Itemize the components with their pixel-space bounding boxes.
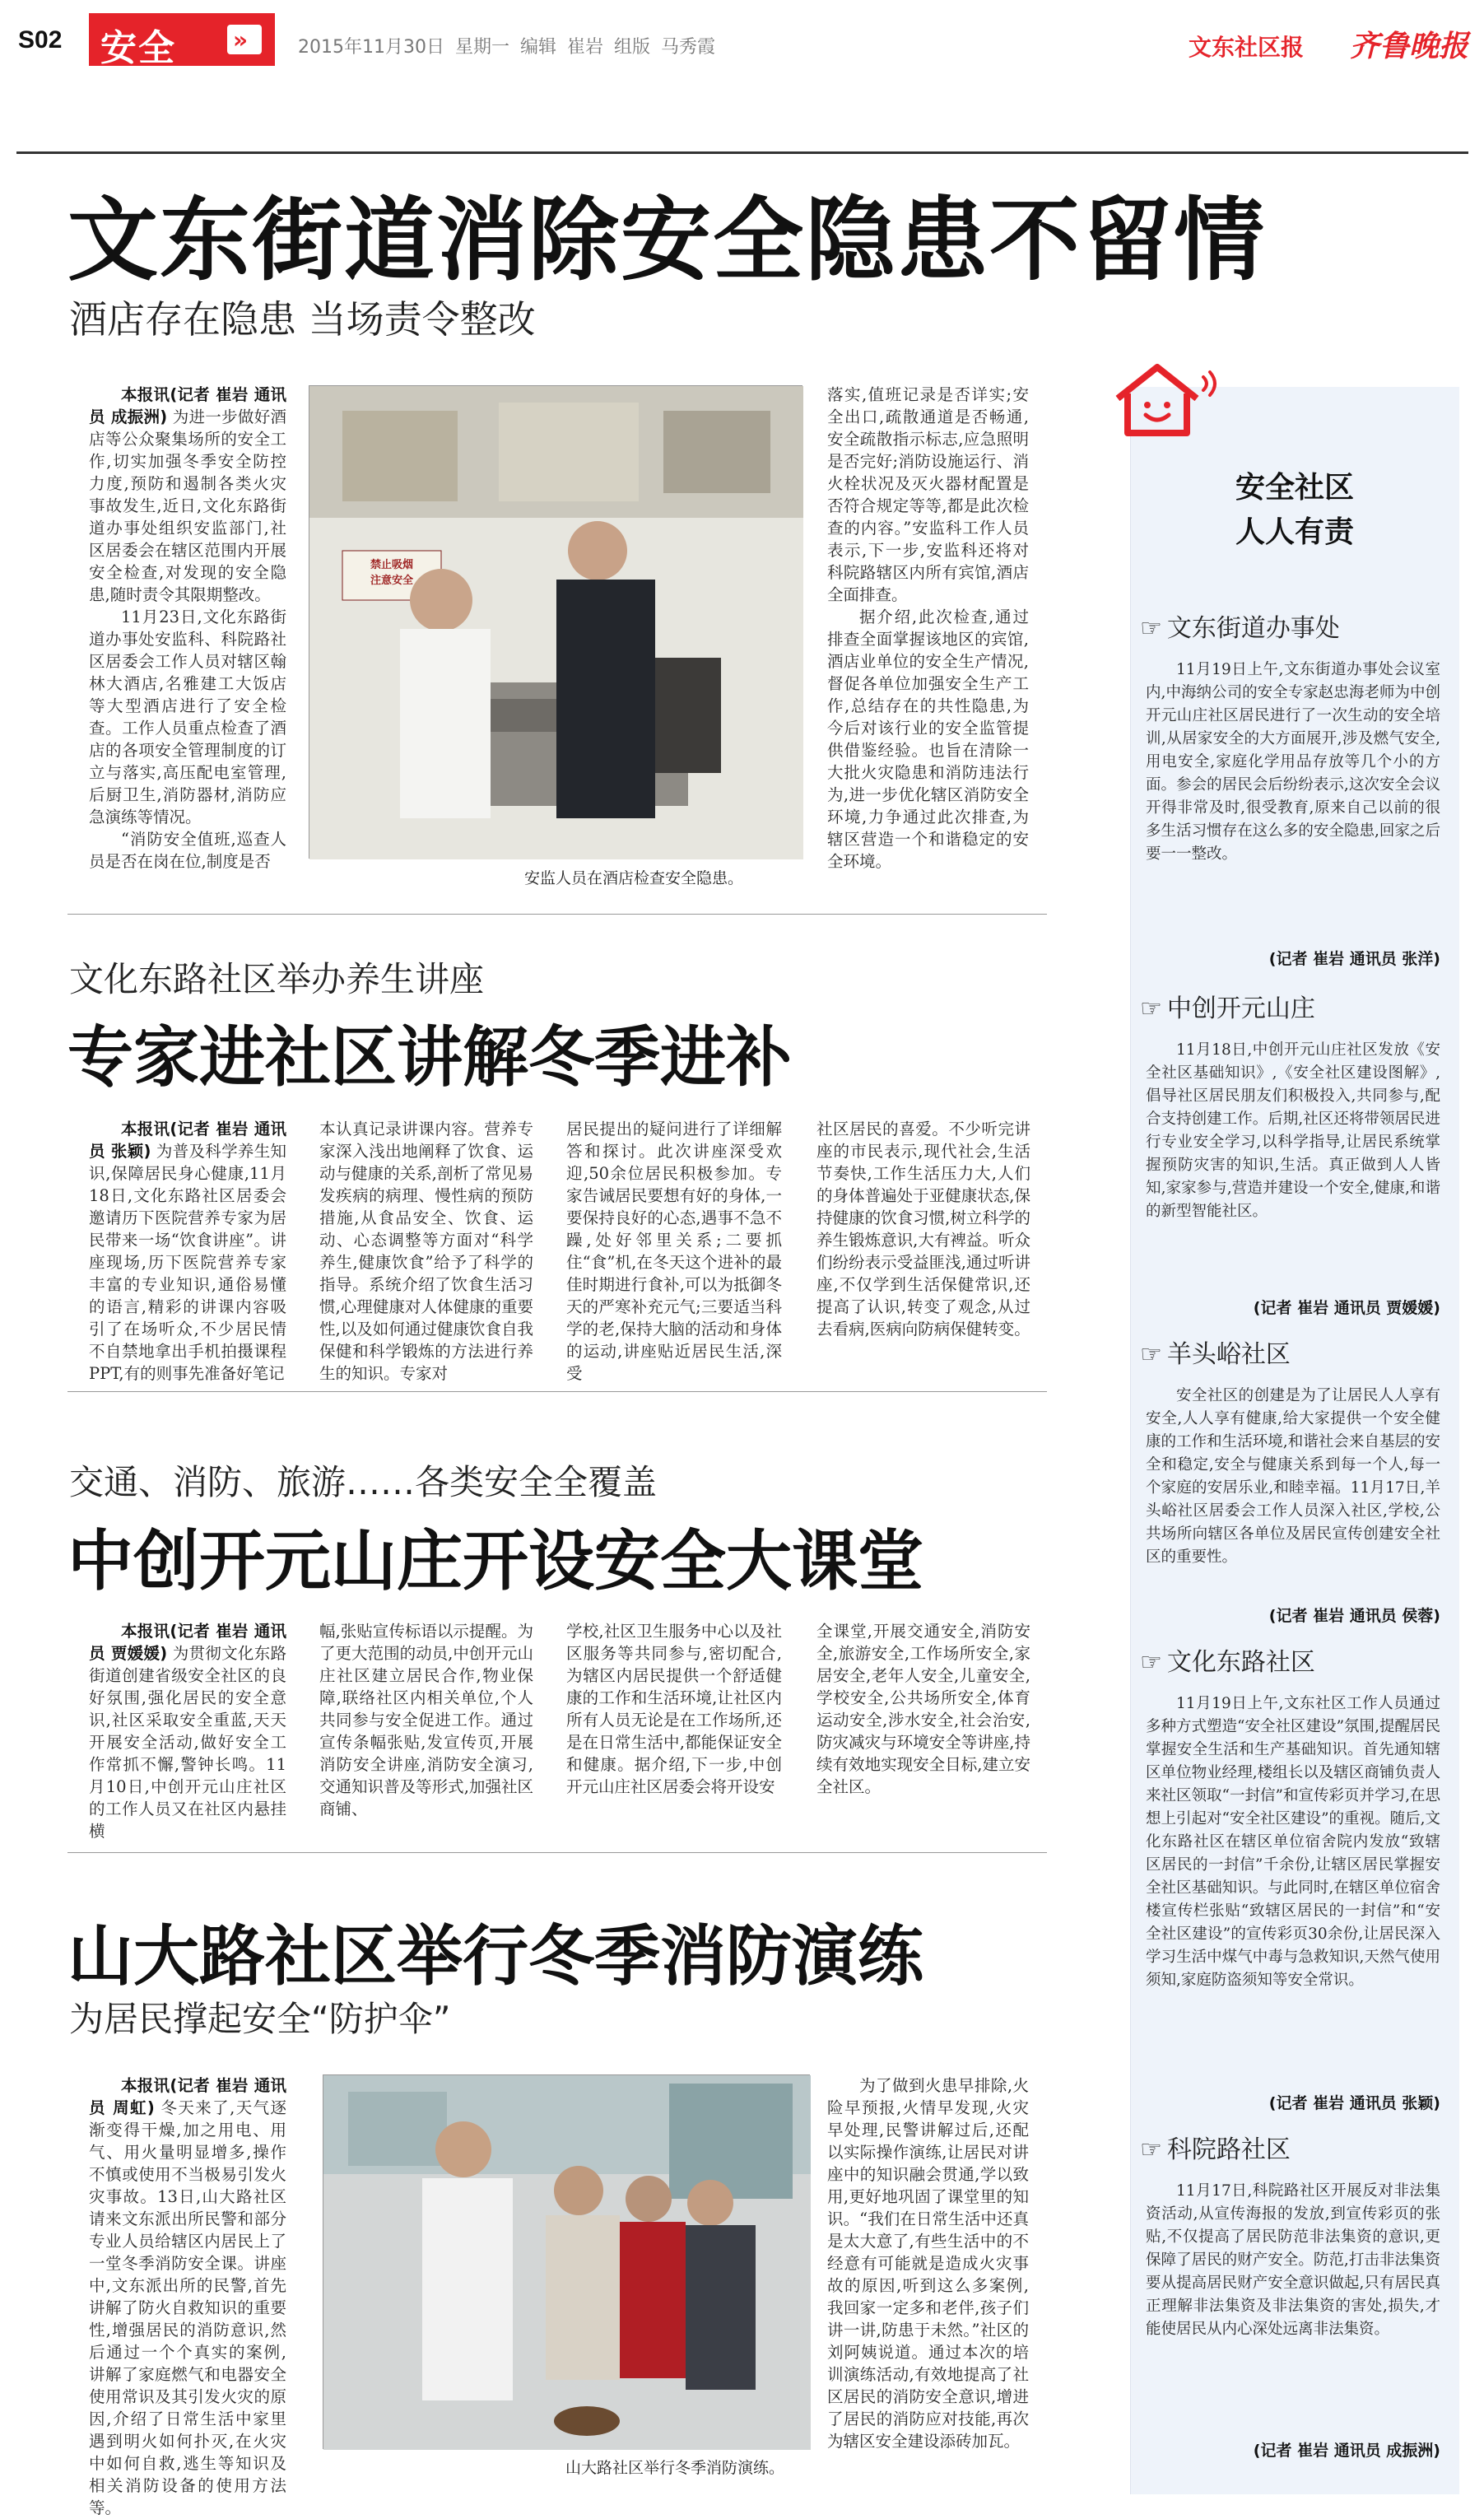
brand-name: 文东社区报 <box>1188 34 1304 61</box>
sidebar-item-credit: (记者 崔岩 通讯员 成振洲) <box>1253 2442 1440 2460</box>
article1-headline: 文东街道消除安全隐患不留情 <box>67 188 1266 293</box>
brand-logo: 齐鲁晚报 <box>1349 29 1468 63</box>
article3-col1: 本报讯(记者 崔岩 通讯员 贾媛媛) 为贯彻文化东路街道创建省级安全社区的良好氛围,强化居民的安全意识,社区采取安全重蓝,天天开展安全活动,做好安全工作常抓不懈,警钟长鸣。11月10日,中创开元山庄社区的工作人员又在社区内悬挂横 <box>89 1622 286 1841</box>
sidebar-item-heading: ☞ 文东街道办事处 <box>1140 614 1340 643</box>
pointing-hand-icon: ☞ <box>1140 1340 1162 1369</box>
article2-byline: 本报讯(记者 崔岩 通讯员 张颖) <box>89 1120 286 1161</box>
inspection-photo-illustration <box>309 386 803 859</box>
article1-photo <box>309 385 802 859</box>
pointing-hand-icon: ☞ <box>1140 1648 1162 1677</box>
top-divider <box>16 151 1468 154</box>
pointing-hand-icon: ☞ <box>1140 994 1162 1023</box>
sidebar-item-heading: ☞ 文化东路社区 <box>1140 1648 1315 1677</box>
masthead <box>18 12 1468 69</box>
article4-headline: 山大路社区举行冬季消防演练 <box>67 1918 923 1995</box>
fire-drill-photo-illustration <box>323 2075 811 2450</box>
chevron-right-icon: » <box>227 25 262 54</box>
pointing-hand-icon: ☞ <box>1140 2135 1162 2164</box>
article2-col4: 社区居民的喜爱。不少听完讲座的市民表示,现代社会,生活节奏快,工作生活压力大,人们的身体普遍处于亚健康状态,保持健康的饮食习惯,树立科学的养生锻炼意识,大有裨益。听众们纷纷表示受益匪浅,通过听讲座,不仅学到生活保健常识,还提高了认识,转变了观念,从过去看病,医病向防病保健转变。 <box>816 1120 1030 1339</box>
article4-photo-caption: 山大路社区举行冬季消防演练。 <box>565 2459 784 2477</box>
article3-col3: 学校,社区卫生服务中心以及社区服务等共同参与,密切配合,为辖区内居民提供一个舒适健康的工作和生活环境,让社区内所有人员无论是在工作场所,还是在日常生活中,都能保证安全和健康。据介绍,下一步,中创开元山庄社区居委会将开设安 <box>566 1622 782 1796</box>
sidebar-item-heading: ☞ 科院路社区 <box>1140 2135 1291 2164</box>
sidebar-item-body: 11月19日上午,文东社区工作人员通过多种方式塑造“安全社区建设”氛围,提醒居民掌握安全生活和生产基础知识。首先通知辖区单位物业经理,楼组长以及辖区商铺负责人来社区领取“一封信”和宣传彩页并学习,在思想上引起对“安全社区建设”的重视。随后,文化东路社区在辖区单位宿舍院内发放“致辖区居民的一封信”千余份,让辖区居民掌握安全社区基础知识。与此同时,在辖区单位宿舍楼宣传栏张贴“致辖区居民的一封信”和“安全社区建设”的宣传彩页30余份,让居民深入学习生活中煤气中毒与急救知识,天然气使用须知,家庭防盗须知等安全常识。 <box>1146 1695 1440 1989</box>
page-number: S02 <box>18 26 63 54</box>
article2-headline: 专家进社区讲解冬季进补 <box>67 1019 792 1096</box>
article4-col1: 本报讯(记者 崔岩 通讯员 周虹) 冬天来了,天气逐渐变得干燥,加之用电、用气、用火量明显增多,操作不慎或使用不当极易引发火灾事故。13日,山大路社区请来文东派出所民警和部分专业人员给辖区内居民上了一堂冬季消防安全课。讲座中,文东派出所的民警,首先讲解了防火自救知识的重要性,增强居民的消防意识,然后通过一个个真实的案例,讲解了家庭燃气和电器安全使用常识及其引发火灾的原因,介绍了日常生活中家里遇到明火如何扑灭,在火灾中如何自救,逃生等知识及相关消防设备的使用方法等。 <box>89 2076 287 2517</box>
article1-col1: 本报讯(记者 崔岩 通讯员 成振洲) 为进一步做好酒店等公众聚集场所的安全工作,切实加强冬季安全防控力度,预防和遏制各类火灾事故发生,近日,文化东路街道办事处组织安监部门,社区居委会在辖区范围内开展安全检查,对发现的安全隐患,随时责令其限期整改。 11月23日,文化东路街道办事处安监科、科院路社区居委会工作人员对辖区翰林大酒店,名雅建工大饭店等大型酒店进行了安全检查。工作人员重点检查了酒店的各项安全管理制度的订立与落实,高压配电室管理,后厨卫生,消防器材,消防应急演练等情况。 “消防安全值班,巡查人员是否在岗在位,制度是否 <box>89 385 286 871</box>
article1-photo-caption: 安监人员在酒店检查安全隐患。 <box>523 869 743 887</box>
article3-col4: 全课堂,开展交通安全,消防安全,旅游安全,工作场所安全,家居安全,老年人安全,儿童安全,学校安全,公共场所安全,体育运动安全,涉水安全,社会治安,防灾减灾与环境安全等讲座,持续有效地实现安全目标,建立安全社区。 <box>816 1622 1030 1796</box>
section-divider <box>67 1391 1047 1392</box>
sidebar-item-credit: (记者 崔岩 通讯员 张洋) <box>1268 950 1440 968</box>
article4-subhead: 为居民撑起安全“防护伞” <box>69 1999 451 2039</box>
sidebar-item-credit: (记者 崔岩 通讯员 侯蓉) <box>1268 1607 1440 1625</box>
pointing-hand-icon: ☞ <box>1140 614 1162 643</box>
article3-col2: 幅,张贴宣传标语以示提醒。为了更大范围的动员,中创开元山庄社区建立居民合作,物业保障,联络社区内相关单位,个人共同参与安全促进工作。通过宣传条幅张贴,发宣传页,开展消防安全讲座,消防安全演习,交通知识普及等形式,加强社区商铺、 <box>319 1622 533 1818</box>
sidebar-item-body: 11月17日,科院路社区开展反对非法集资活动,从宣传海报的发放,到宣传彩页的张贴,不仅提高了居民防范非法集资的意识,更保障了居民的财产安全。防范,打击非法集资要从提高居民财产安全意识做起,只有居民真正理解非法集资及非法集资的害处,损失,才能使居民从内心深处远离非法集资。 <box>1146 2182 1440 2338</box>
section-divider <box>67 1852 1047 1853</box>
sidebar-title: 安全社区 人人有责 <box>1235 471 1354 549</box>
article2-col2: 本认真记录讲课内容。营养专家深入浅出地阐释了饮食、运动与健康的关系,剖析了常见易发疾病的病理、慢性病的预防措施,从食品安全、饮食、运动、心态调整等方面对“科学养生,健康饮食”给予了科学的指导。系统介绍了饮食生活习惯,心理健康对人体健康的重要性,以及如何通过健康饮食自我保健和科学锻炼的方法进行养生的知识。专家对 <box>319 1120 533 1383</box>
article4-photo <box>323 2074 810 2449</box>
sidebar-item-heading: ☞ 羊头峪社区 <box>1140 1340 1291 1369</box>
section-banner <box>89 13 275 69</box>
article2-col1: 本报讯(记者 崔岩 通讯员 张颖) 为普及科学养生知识,保障居民身心健康,11月18日,文化东路社区居委会邀请历下医院营养专家为居民带来一场“饮食讲座”。讲座现场,历下医院营养专家丰富的专业知识,通俗易懂的语言,精彩的讲课内容吸引了在场听众,不少居民情不自禁地拿出手机拍摄课程PPT,有的则事先准备好笔记 <box>89 1120 286 1383</box>
issue-meta: 2015年11月30日 星期一 编辑 崔岩 组版 马秀霞 <box>298 37 715 58</box>
article2-kicker: 文化东路社区举办养生讲座 <box>69 959 485 999</box>
section-name: 安全 <box>100 27 176 69</box>
article3-byline: 本报讯(记者 崔岩 通讯员 贾媛媛) <box>89 1622 286 1663</box>
sidebar-item-credit: (记者 崔岩 通讯员 贾媛媛) <box>1253 1299 1440 1317</box>
sidebar-item-body: 11月19日上午,文东街道办事处会议室内,中海纳公司的安全专家赵忠海老师为中创开元山庄社区居民进行了一次生动的安全培训,从居家安全的大方面展开,涉及燃气安全,用电安全,家庭化学用品存放等几个小的方面。参会的居民会后纷纷表示,这次安全会议开得非常及时,很受教育,原来自己以前的很多生活习惯存在这么多的安全隐患,回家之后要一一整改。 <box>1146 661 1440 863</box>
article1-byline: 本报讯(记者 崔岩 通讯员 成振洲) <box>89 385 286 426</box>
article3-headline: 中创开元山庄开设安全大课堂 <box>67 1523 923 1599</box>
sidebar-item-heading: ☞ 中创开元山庄 <box>1140 994 1315 1023</box>
house-smile-icon <box>1108 359 1231 445</box>
sidebar-item-credit: (记者 崔岩 通讯员 张颖) <box>1268 2094 1440 2112</box>
article4-col2: 为了做到火患早排除,火险早预报,火情早发现,火灾早处理,民警讲解过后,还配以实际操作演练,让居民对讲座中的知识融会贯通,学以致用,更好地巩固了课堂里的知识。“我们在日常生活中还真是太大意了,有些生活中的不经意有可能就是造成火灾事故的原因,听到这么多案例,我回家一定多和老伴,孩子们讲一讲,防患于未然。”社区的刘阿姨说道。通过本次的培训演练活动,有效地提高了社区居民的消防安全意识,增进了居民的消防应对技能,再次为辖区安全建设添砖加瓦。 <box>827 2076 1029 2451</box>
sidebar-item-body: 11月18日,中创开元山庄社区发放《安全社区基础知识》,《安全社区建设图解》,倡导社区居民朋友们积极投入,共同参与,配合支持创建工作。后期,社区还将带领居民进行专业安全学习,以科学指导,让居民系统掌握预防灾害的知识,生活。真正做到人人皆知,家家参与,营造并建设一个安全,健康,和谐的新型智能社区。 <box>1146 1041 1440 1220</box>
sidebar-item-body: 安全社区的创建是为了让居民人人享有安全,人人享有健康,给大家提供一个安全健康的工作和生活环境,和谐社会来自基层的安全和稳定,安全与健康关系到每一个人,每一个家庭的安居乐业,和睦幸福。11月17日,羊头峪社区居委会工作人员深入社区,学校,公共场所向辖区各单位及居民宣传创建安全社区的重要性。 <box>1146 1387 1440 1566</box>
wall-sign: 禁止吸烟 注意安全 <box>370 559 413 587</box>
article4-byline: 本报讯(记者 崔岩 通讯员 周虹) <box>89 2076 286 2117</box>
article1-subhead: 酒店存在隐患 当场责令整改 <box>69 297 536 342</box>
article1-col2: 落实,值班记录是否详实;安全出口,疏散通道是否畅通,安全疏散指示标志,应急照明是否完好;消防设施运行、消火栓状况及灭火器材配置是否符合规定等等,都是此次检查的内容。”安监科工作人员表示,下一步,安监科还将对科院路辖区内所有宾馆,酒店全面排查。 据介绍,此次检查,通过排查全面掌握该地区的宾馆,酒店业单位的安全生产情况,督促各单位加强安全生产工作,总结存在的共性隐患,为今后对该行业的安全监管提供借鉴经验。也旨在清除一大批火灾隐患和消防违法行为,进一步优化辖区消防安全环境,力争通过此次排查,为辖区营造一个和谐稳定的安全环境。 <box>827 385 1029 871</box>
section-divider <box>67 914 1047 915</box>
article2-col3: 居民提出的疑问进行了详细解答和探讨。此次讲座深受欢迎,50余位居民积极参加。专家告诫居民要想有好的身体,一要保持良好的心态,遇事不急不躁,处好邻里关系;二要抓住“食”机,在冬天这个进补的最佳时期进行食补,可以为抵御冬天的严寒补充元气;三要适当科学的老,保持大脑的活动和身体的运动,讲座贴近居民生活,深受 <box>566 1120 782 1383</box>
article3-kicker: 交通、消防、旅游……各类安全全覆盖 <box>69 1462 658 1502</box>
